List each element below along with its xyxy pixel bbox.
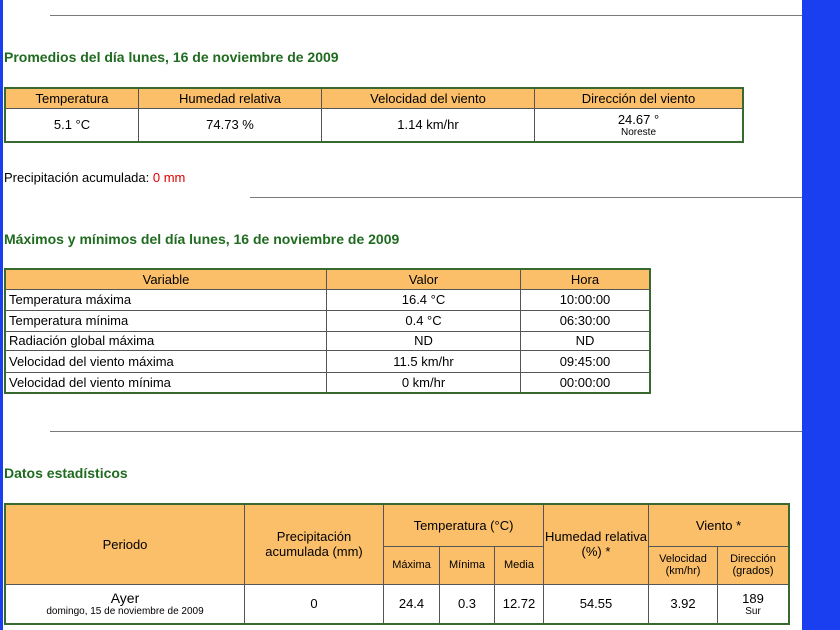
header-precip: Precipitación acumulada (mm) (245, 504, 384, 584)
cell-hora: 10:00:00 (521, 289, 651, 310)
cell-maxima: 24.4 (384, 584, 440, 624)
maxmin-table (4, 268, 651, 394)
precipitacion-line (4, 170, 185, 185)
table-row (5, 310, 650, 331)
estadisticos-table (4, 503, 790, 625)
header-maxima: Máxima (384, 546, 440, 584)
table-row (5, 350, 650, 372)
divider-top (50, 15, 802, 16)
periodo-fecha: domingo, 15 de noviembre de 2009 (46, 606, 204, 618)
cell-valor: ND (327, 331, 521, 350)
value-velocidad: 1.14 km/hr (322, 108, 535, 142)
cell-velocidad: 3.92 (649, 584, 718, 624)
cell-valor: 0 km/hr (327, 372, 521, 393)
direccion-nombre-ayer: Sur (745, 605, 761, 617)
table-row (5, 372, 650, 393)
header-hora: Hora (521, 269, 651, 289)
cell-hora: 00:00:00 (521, 372, 651, 393)
direccion-grados-ayer: 189 (742, 590, 764, 606)
cell-hora: ND (521, 331, 651, 350)
cell-variable: Temperatura mínima (5, 310, 327, 331)
header-humedad-relativa: Humedad relativa (%) * (544, 504, 649, 584)
header-media: Media (495, 546, 544, 584)
precipitacion-value: 0 mm (152, 170, 186, 185)
estadisticos-title: Datos estadísticos (4, 465, 128, 481)
table-row (5, 289, 650, 310)
table-row (5, 584, 789, 624)
promedios-title: Promedios del día lunes, 16 de noviembre de 2009 (4, 49, 339, 65)
value-direccion (535, 108, 744, 142)
value-humedad: 74.73 % (139, 108, 322, 142)
left-edge-bar (0, 0, 3, 630)
header-temperatura-group: Temperatura (°C) (384, 504, 544, 546)
cell-precip: 0 (245, 584, 384, 624)
cell-variable: Radiación global máxima (5, 331, 327, 350)
cell-variable: Temperatura máxima (5, 289, 327, 310)
header-periodo: Periodo (5, 504, 245, 584)
cell-periodo (5, 584, 245, 624)
header-velocidad: Velocidad del viento (322, 88, 535, 108)
cell-hora: 06:30:00 (521, 310, 651, 331)
header-direccion: Dirección del viento (535, 88, 744, 108)
cell-variable: Velocidad del viento mínima (5, 372, 327, 393)
cell-valor: 11.5 km/hr (327, 350, 521, 372)
maxmin-title: Máximos y mínimos del día lunes, 16 de noviembre de 2009 (4, 231, 400, 247)
cell-media: 12.72 (495, 584, 544, 624)
cell-humedad: 54.55 (544, 584, 649, 624)
direccion-grados: 24.67 ° (617, 111, 660, 127)
header-viento-velocidad: Velocidad (km/hr) (649, 546, 718, 584)
promedios-table (4, 87, 744, 143)
cell-valor: 16.4 °C (327, 289, 521, 310)
header-minima: Mínima (440, 546, 495, 584)
header-viento-group: Viento * (649, 504, 790, 546)
direccion-nombre: Noreste (620, 126, 656, 138)
cell-direccion (718, 584, 790, 624)
header-viento-direccion: Dirección (grados) (718, 546, 790, 584)
cell-valor: 0.4 °C (327, 310, 521, 331)
right-edge-bar (802, 0, 840, 630)
cell-minima: 0.3 (440, 584, 495, 624)
value-temperatura: 5.1 °C (5, 108, 139, 142)
table-row (5, 331, 650, 350)
header-humedad: Humedad relativa (139, 88, 322, 108)
header-valor: Valor (327, 269, 521, 289)
periodo-label: Ayer (110, 590, 140, 607)
cell-variable: Velocidad del viento máxima (5, 350, 327, 372)
cell-hora: 09:45:00 (521, 350, 651, 372)
precipitacion-label: Precipitación acumulada: (4, 170, 150, 185)
divider-mid (250, 197, 802, 198)
header-temperatura: Temperatura (5, 88, 139, 108)
divider-bottom (50, 431, 802, 432)
header-variable: Variable (5, 269, 327, 289)
